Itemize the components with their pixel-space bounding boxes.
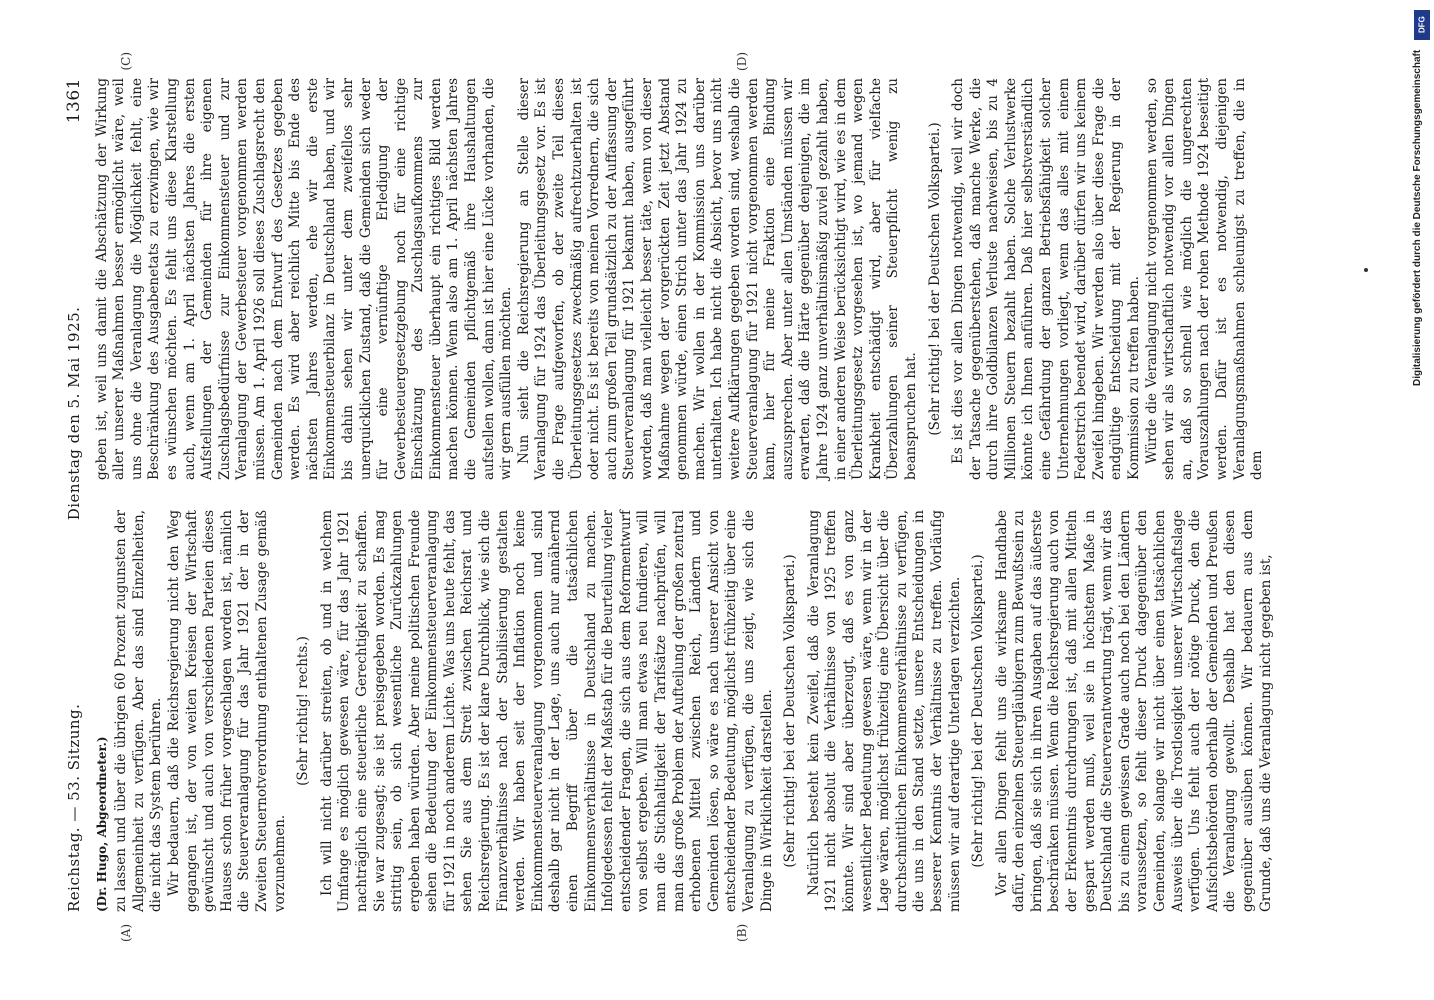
interjection: (Sehr richtig! bei der Deutschen Volkspartei.) bbox=[970, 554, 987, 868]
dfg-logo-icon: DFG bbox=[1414, 10, 1430, 40]
speaker-attribution bbox=[94, 510, 112, 912]
paragraph: Würde die Veranlagung nicht vorgenommen werden, so sehen wir als wirtschaftlich notwendig vor allen Dingen an, daß so schnell wie möglich die ungerechten Vorauszahlungen nach der rohen Methode 1924 beseitigt werden. Dafür ist es notwendig, diejenigen Veranlagungsmaßnahmen schleunigst zu treffen, die in dem bbox=[1143, 78, 1266, 480]
margin-mark-d: (D) bbox=[734, 52, 749, 71]
paragraph: geben ist, weil uns damit die Abschätzung der Wirkung aller unserer Maßnahmen besser ermöglicht wäre, weil uns ohne die Veranlagung die Möglichkeit fehlt, eine Beschränkung des Ausgabenetats zu erzwingen, wie wir es wünschen möchten. Es fehlt uns diese Klarstellung auch, wenn am 1. April nächsten Jahres die ersten Aufstellungen der Gemeinden für ihre eigenen Zuschlagsbedürfnisse zur Einkommensteuer und zur Veranlagung der Gewerbesteuer vorgenommen werden müssen. Am 1. April 1926 soll dieses Zuschlagsrecht den Gemeinden nach dem Entwurf des Gesetzes gegeben werden. Es wird aber reichlich Mitte bis Ende des nächsten Jahres werden, ehe wir die erste Einkommensteuerbilanz in Deutschland haben, und wir bis dahin sehen wir unter dem zweifellos sehr unerquicklichen Zustand, daß die Gemeinden sich weder für eine vernünftige Erledigung der Gewerbesteuergesetzgebung noch für eine richtige Einschätzung des Zuschlagsaufkommens zur Einkommensteuer überhaupt ein richtiges Bild werden machen können. Wenn also am 1. April nächsten Jahres die Gemeinden pflichtgemäß ihre Haushaltungen aufstellen wollen, dann ist hier eine Lücke vorhanden, die wir gern ausfüllen möchten. bbox=[93, 78, 515, 480]
header-session: Reichstag. — 53. Sitzung. bbox=[65, 703, 83, 912]
paragraph: Es ist dies vor allen Dingen notwendig, weil wir doch der Tatsache gegenüberstehen, daß manche Werke, die durch ihre Goldbilanzen Verluste nachweisen, bis zu 4 Millionen Steuern bezahlt haben. Solche Verlustwerke könnte ich Ihnen anführen. Daß hier selbstverständlich eine Gefährdung der ganzen Betriebsfähigkeit solcher Unternehmungen vorliegt, wenn das alles mit einem Federstrich beendet wird, darüber dürfen wir uns keinem Zweifel hingeben. Wir werden also über diese Frage die endgültige Entscheidung mit der Regierung in der Kommission zu treffen haben. bbox=[950, 78, 1143, 480]
header-date: Dienstag den 5. Mai 1925. bbox=[65, 306, 83, 521]
text-columns bbox=[93, 52, 1314, 942]
paragraph: Natürlich besteht kein Zweifel, daß die Veranlagung 1921 nicht absolut die Verhältnisse von 1925 treffen könnte. Wir sind aber überzeugt, daß es von ganz wesentlicher Bedeutung gewesen wäre, wenn wir in der Lage wären, möglichst frühzeitig eine Übersicht über die durchschnittlichen Einkommensverhältnisse zu verfügen, die uns in den Stand setzte, unsere Entscheidungen in besserer Kenntnis der Verhältnisse zu treffen. Vorläufig müssen wir auf derartige Unterlagen verzichten. bbox=[805, 510, 963, 912]
rotated-page bbox=[50, 50, 1350, 950]
margin-mark-b: (B) bbox=[734, 923, 749, 942]
paragraph: Ich will nicht darüber streiten, ob und in welchem Umfange es möglich gewesen wäre, für das Jahr 1921 nachträglich eine steuerliche Gerechtigkeit zu schaffen. Sie war zugesagt; sie ist preisgegeben worden. Es mag strittig sein, ob sich wesentliche Zurückzahlungen ergeben haben würden. Aber meine politischen Freunde sehen die Bedeutung der Einkommensteuerveranlagung für 1921 in noch anderem Lichte. Was uns heute fehlt, das sehen Sie aus dem Streit zwischen Reichsrat und Reichsregierung. Es ist der klare Durchblick, wie sich die Finanzverhältnisse nach der Stabilisierung gestalten werden. Wir haben seit der Inflation noch keine Einkommensteuerveranlagung vorgenommen und sind deshalb gar nicht in der Lage, uns auch nur annähernd einen Begriff über die tatsächlichen Einkommensverhältnisse in Deutschland zu machen. Infolgedessen fehlt der Maßstab für die Beurteilung vieler entscheidender Fragen, die sich aus dem Reformentwurf von selbst ergeben. Will man etwas neu fundieren, will man die Stichhaltigkeit der Tarifsätze nachprüfen, will man das große Problem der Aufteilung der großen zentral erhobenen Mittel zwischen Reich, Ländern und Gemeinden lösen, so wäre es nach unserer Ansicht von entscheidender Bedeutung, möglichst frühzeitig über eine Veranlagung zu verfügen, die uns zeigt, wie sich die Dinge in Wirklichkeit darstellen. bbox=[318, 510, 775, 912]
paragraph: Vor allen Dingen fehlt uns die wirksame Handhabe dafür, den einzelnen Steuergläubigern zum Bewußtsein zu bringen, daß sie sich in ihren Ausgaben auf das äußerste beschränken müssen. Wenn die Reichsregierung auch von der Erkenntnis durchdrungen ist, daß mit allen Mitteln gespart werden muß, weil sie in höchstem Maße in Deutschland die Steuerverantwortung trägt, wenn wir das bis zu einem gewissen Grade auch noch bei den Ländern voraussetzen, so fehlt dieser Druck dagegenüber den Gemeinden, solange wir nicht über einen tatsächlichen Ausweis über die Trostlosigkeit unserer Wirtschaftslage verfügen. Uns fehlt auch der nötige Druck, den die Aufsichtsbehörden oberhalb der Gemeinden und Preußen die Veranlagung gewollt. Deshalb hat den diesen gegenüber ausüben können. Wir bedauern aus dem Grunde, daß uns die Veranlagung nicht gegeben ist, bbox=[993, 510, 1274, 912]
margin-mark-c: (C) bbox=[118, 52, 133, 71]
interjection: (Sehr richtig! rechts.) bbox=[295, 636, 312, 786]
column-left bbox=[94, 510, 1314, 942]
column-right bbox=[93, 52, 1314, 480]
page-header bbox=[66, 78, 84, 912]
ink-dot bbox=[1364, 268, 1368, 272]
interjection: (Sehr richtig! bei der Deutschen Volkspartei.) bbox=[782, 554, 799, 868]
dfg-watermark-text: Digitalisierung gefördert durch die Deutsche Forschungsgemeinschaft bbox=[1412, 49, 1423, 386]
interjection: (Sehr richtig! bei der Deutschen Volkspartei.) bbox=[926, 122, 943, 436]
paragraph: Nun sieht die Reichsregierung an Stelle dieser Veranlagung für 1924 das Überleitungsgesetz vor. Es ist die Frage aufgeworfen, ob der zweite Teil dieses Überleitungsgesetzes zweckmäßig aufrechtzuerhalten ist oder nicht. Es ist bereits von meinen Vorrednern, die sich auch zum großen Teil grundsätzlich zu der Auffassung der Steuerveranlagung für 1921 bekannt haben, ausgeführt worden, daß man vielleicht besser täte, wenn von dieser Maßnahme wegen der vorgerückten Zeit jetzt Abstand genommen würde, einen Strich unter das Jahr 1924 zu machen. Wir wollen in der Kommission uns darüber unterhalten. Ich habe nicht die Absicht, bevor uns nicht weitere Aufklärungen gegeben worden sind, weshalb die Steuerveranlagung für 1921 nicht vorgenommen werden kann, hier für meine Fraktion eine Bindung auszusprechen. Aber unter allen Umständen müssen wir erwarten, daß die Härte gegenüber denjenigen, die im Jahre 1924 ganz unverhältnismäßig zuviel gezahlt haben, in einer anderen Weise berücksichtigt wird, wie es in dem Überleitungsgesetz vorgesehen ist, wo jemand wegen Krankheit entschädigt wird, aber für vielfache Überzahlungen seiner Steuerpflicht wenig zu beanspruchen hat. bbox=[515, 78, 919, 480]
page-number: 1361 bbox=[64, 78, 84, 124]
paragraph: zu lassen und über die übrigen 60 Prozent zugunsten der Allgemeinheit zu verfügen. Aber das sind Einzelheiten, die nicht das System berühren. bbox=[113, 510, 165, 912]
speaker-name: (Dr. Hugo, Abgeordneter.) bbox=[94, 736, 109, 912]
paragraph: Wir bedauern, daß die Reichsregierung nicht den Weg gegangen ist, der von weiten Kreisen der Wirtschaft gewünscht und auch von verschiedenen Parteien dieses Hauses schon früher vorgeschlagen worden ist, nämlich die Steuerveranlagung für das Jahr 1921 der in der Zweiten Steuernotverordnung enthaltenen Zusage gemäß vorzunehmen. bbox=[165, 510, 288, 912]
margin-mark-a: (A) bbox=[118, 923, 133, 942]
dfg-watermark bbox=[1412, 6, 1432, 386]
